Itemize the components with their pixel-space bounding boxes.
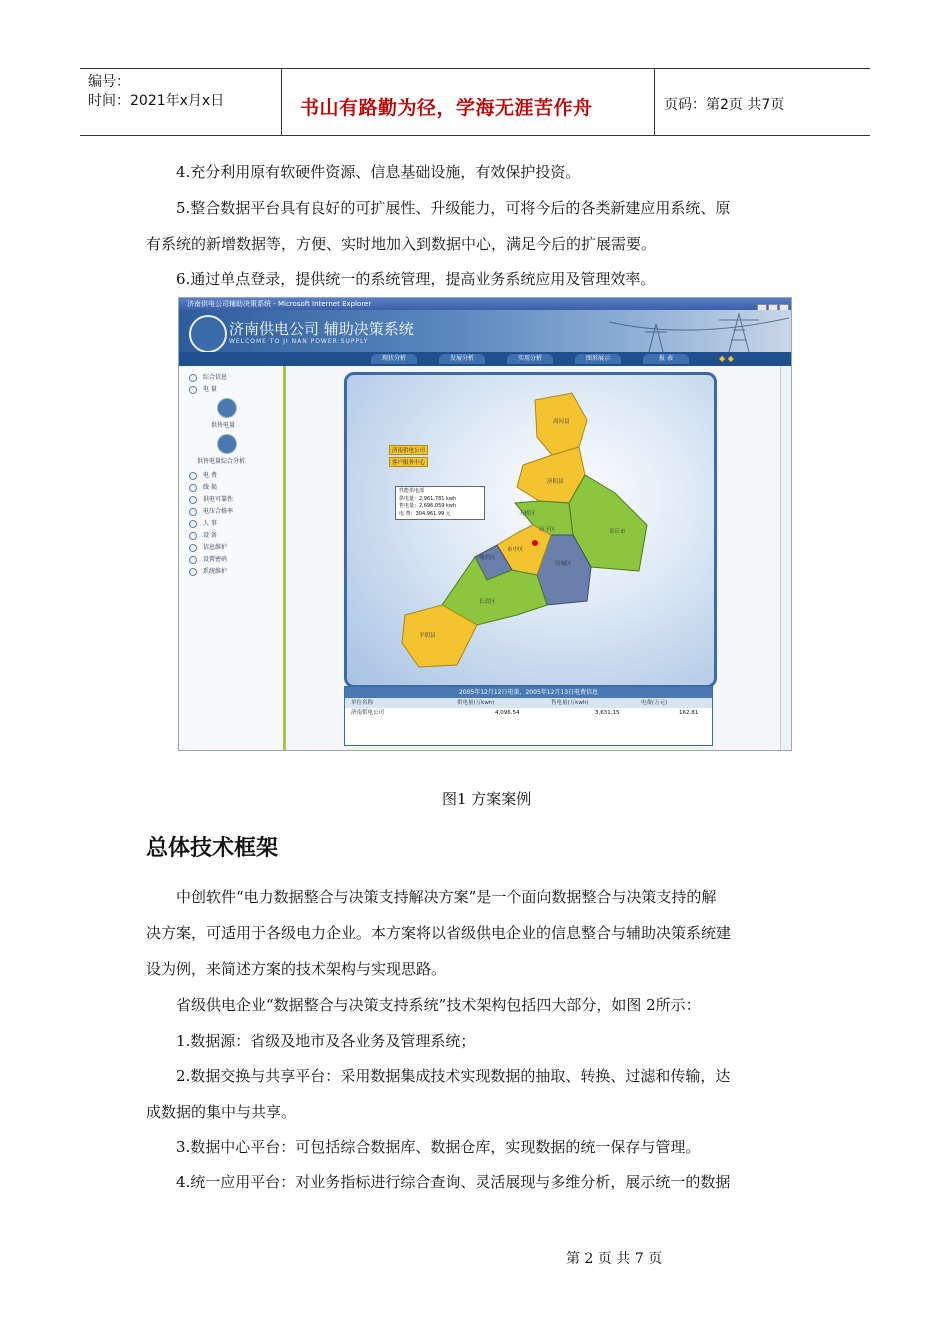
doc-time-label: 时间：2021年x月x日 [88,93,225,109]
header-divider-left [281,68,282,136]
header-bottom-rule [80,135,870,136]
map-label: 济阳县 [547,479,564,485]
table-cell: 162.81 [679,710,699,716]
nav-item[interactable]: 设置密码 [189,554,227,564]
paragraph-line: 省级供电企业“数据整合与决策支持系统”技术架构包括四大部分，如图 2所示： [176,996,701,1014]
nav-item[interactable]: 电 费 [189,470,217,480]
paragraph-line: 3.数据中心平台：可包括综合数据库、数据仓库，实现数据的统一保存与管理。 [176,1138,701,1156]
window-title: 济南供电公司辅助决策系统 - Microsoft Internet Explorer [187,300,372,308]
paragraph-line: 4.统一应用平台：对业务指标进行综合查询、灵活展现与多维分析，展示统一的数据 [176,1173,731,1191]
chart-icon[interactable] [217,398,237,418]
paragraph-line: 中创软件“电力数据整合与决策支持解决方案”是一个面向数据整合与决策支持的解 [176,888,717,906]
column-header: 单位名称 [351,700,374,706]
paragraph-line: 2.数据交换与共享平台：采用数据集成技术实现数据的抽取、转换、过滤和传输，达 [176,1067,731,1085]
info-line: 电 费：304,961.99 元 [399,510,451,517]
nav-item[interactable]: 供售电量 [211,422,236,429]
paragraph-line: 4.充分利用原有软硬件资源、信息基础设施，有效保护投资。 [176,163,581,181]
diamond-icon: ◆ ◆ [719,354,734,363]
map-label: 长清区 [479,599,496,605]
app-navbar [179,352,791,366]
scrollbar[interactable] [780,366,791,750]
page-info: 页码：第2页 共7页 [664,97,785,113]
window-titlebar [179,298,791,310]
tab-development-analysis[interactable]: 发展分析 [439,354,485,364]
table-cell: 4,096.54 [495,710,520,716]
column-header: 电费(万元) [641,700,668,706]
tab-status-analysis[interactable]: 现状分析 [371,354,417,364]
map-panel [344,372,717,688]
info-popup [395,486,485,520]
table-cell: 3,631.15 [595,710,620,716]
location-marker-icon[interactable] [532,540,538,546]
tab-graphic-display[interactable]: 图形展示 [575,354,621,364]
tab-reports[interactable]: 报 表 [643,354,689,364]
header-divider-right [654,68,655,136]
page-footer: 第 2 页 共 7 页 [566,1251,663,1267]
table-cell: 济南供电公司 [351,710,385,716]
tab-practical-analysis[interactable]: 实用分析 [507,354,553,364]
info-table [344,686,713,746]
nav-item[interactable]: 电压合格率 [189,506,233,516]
brand-title: 济南供电公司 辅助决策系统 [229,320,414,338]
paragraph-line: 有系统的新增数据等，方便、实时地加入到数据中心，满足今后的扩展需要。 [146,235,657,253]
paragraph-line: 1.数据源：省级及地市及各业务及管理系统； [176,1032,476,1050]
district-map [347,375,714,685]
column-header: 供电量(万kwh) [457,700,495,706]
nav-item[interactable]: 综合信息 [189,372,227,382]
nav-item[interactable]: 信息维护 [189,542,227,552]
map-label: 平阴县 [419,633,436,639]
nav-item[interactable]: 供售电量综合分析 [197,458,246,465]
figure-caption: 图1 方案案例 [442,790,532,808]
paragraph-line: 5.整合数据平台具有良好的可扩展性、升级能力，可将今后的各类新建应用系统、原 [176,199,731,217]
map-label: 历城区 [555,561,572,567]
paragraph-line: 决方案，可适用于各级电力企业。本方案将以省级供电企业的信息整合与辅助决策系统建 [146,924,732,942]
paragraph-line: 6.通过单点登录，提供统一的系统管理，提高业务系统应用及管理效率。 [176,270,656,288]
figure-screenshot [178,297,792,751]
analysis-icon[interactable] [217,434,237,454]
nav-item[interactable]: 设 备 [189,530,217,540]
paragraph-line: 设为例，来简述方案的技术架构与实现思路。 [146,960,447,978]
map-label: 历下区 [539,527,556,533]
nav-item[interactable]: 系统维护 [189,566,227,576]
nav-item[interactable]: 供电可靠性 [189,494,233,504]
nav-item[interactable]: 人 事 [189,518,217,528]
header-top-rule [80,68,870,69]
map-label: 章丘市 [609,529,626,535]
header-motto: 书山有路勤为径，学海无涯苦作舟 [300,97,593,119]
info-table-title: 2005年12月12日电量，2005年12月13日电费信息 [345,687,712,698]
map-label: 槐荫区 [479,555,496,561]
brand-subtitle: WELCOME TO JI NAN POWER SUPPLY [229,338,369,345]
nav-item[interactable]: 线 损 [189,482,217,492]
left-navigation [179,366,286,750]
service-center-tag[interactable]: 客户服务中心 [389,457,428,467]
company-tag[interactable]: 济南供电公司 [389,445,428,455]
map-label: 商河县 [553,419,570,425]
power-tower-icon [609,310,789,352]
map-label: 天桥区 [519,511,536,517]
info-table-header [345,698,712,708]
paragraph-line: 成数据的集中与共享。 [146,1103,297,1121]
map-label: 市中区 [507,547,524,553]
section-heading: 总体技术框架 [146,836,279,861]
nav-item[interactable]: 电 量 [189,384,217,394]
info-line: 售电量：2,696,059 kwh [399,503,457,509]
info-line: 供电量：2,961,781 kwh [399,495,457,502]
table-row [345,708,712,718]
doc-number-label: 编号： [88,74,130,90]
column-header: 售电量(万kwh) [551,700,589,706]
company-logo-icon [189,315,227,353]
info-line: 性能供电部 [399,488,425,494]
